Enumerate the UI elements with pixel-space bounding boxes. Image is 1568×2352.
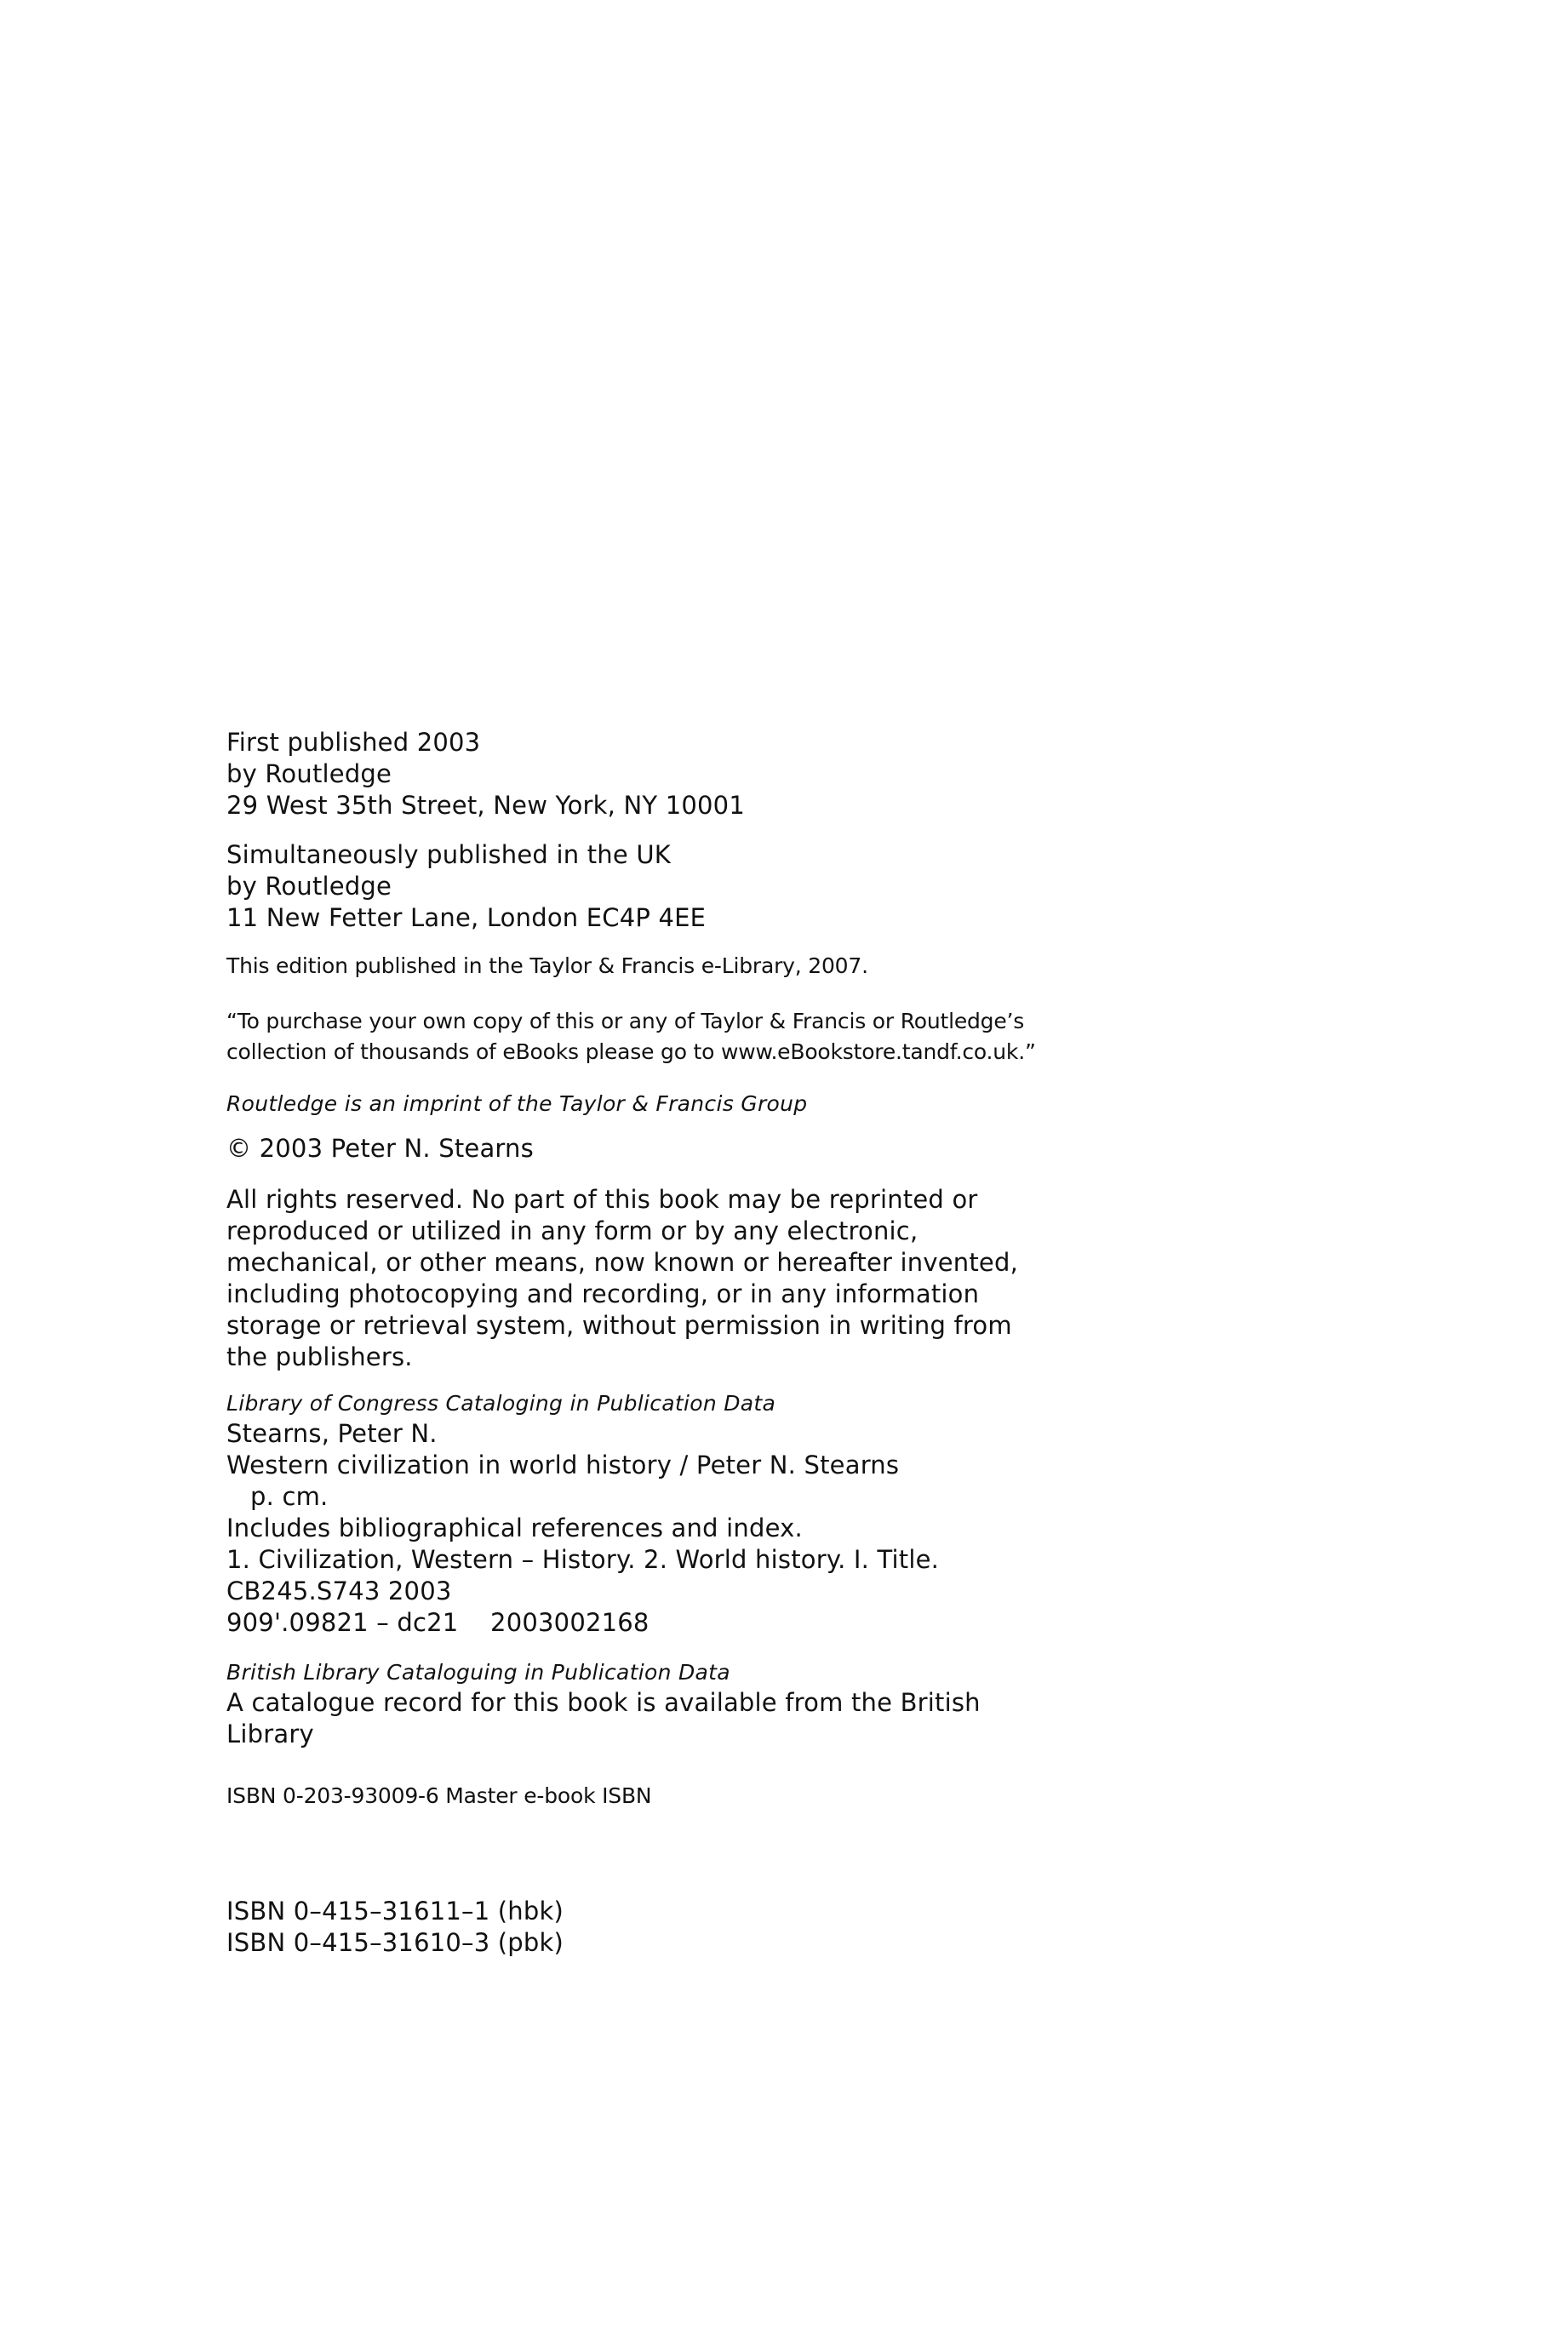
isbn-pbk: ISBN 0–415–31610–3 (pbk) (226, 1928, 564, 1957)
first-published-block (226, 727, 1205, 821)
publisher-line: by Routledge (226, 759, 392, 788)
purchase-note (226, 1006, 1205, 1067)
rights-line: All rights reserved. No part of this book may be reprinted or (226, 1185, 978, 1214)
isbn-block (226, 1896, 1205, 1959)
loc-line: Stearns, Peter N. (226, 1419, 438, 1448)
loc-line: Western civilization in world history / Peter N. Stearns (226, 1451, 900, 1479)
loc-line: Includes bibliographical references and index. (226, 1514, 803, 1542)
loc-line: 1. Civilization, Western – History. 2. World history. I. Title. (226, 1545, 940, 1574)
uk-publication-line: Simultaneously published in the UK (226, 840, 671, 869)
bl-line: A catalogue record for this book is available from the British (226, 1688, 981, 1717)
uk-publication-block (226, 839, 1205, 934)
rights-line: the publishers. (226, 1342, 413, 1371)
edition-note (226, 951, 1205, 981)
imprint-note (226, 1090, 1205, 1119)
loc-cataloging-block (226, 1389, 1205, 1639)
rights-statement (226, 1184, 1205, 1373)
bl-line: Library (226, 1720, 314, 1748)
master-isbn (226, 1781, 1205, 1811)
publisher-address-line: 29 West 35th Street, New York, NY 10001 (226, 791, 745, 820)
loc-line: CB245.S743 2003 (226, 1577, 452, 1605)
imprint-note-text: Routledge is an imprint of the Taylor & Francis Group (226, 1091, 808, 1116)
uk-address-line: 11 New Fetter Lane, London EC4P 4EE (226, 903, 707, 932)
isbn-hbk: ISBN 0–415–31611–1 (hbk) (226, 1897, 564, 1926)
rights-line: storage or retrieval system, without permission in writing from (226, 1311, 1012, 1340)
rights-line: mechanical, or other means, now known or hereafter invented, (226, 1248, 1018, 1277)
purchase-note-line: collection of thousands of eBooks please go to www.eBookstore.tandf.co.uk.” (226, 1039, 1036, 1064)
bl-cataloguing-block (226, 1658, 1205, 1750)
copyright-line (226, 1133, 1205, 1165)
uk-publisher-line: by Routledge (226, 872, 392, 901)
edition-note-text: This edition published in the Taylor & Francis e-Library, 2007. (226, 953, 868, 978)
loc-line: 909'.09821 – dc21 2003002168 (226, 1608, 650, 1637)
loc-line: p. cm. (250, 1482, 329, 1511)
copyright-text: © 2003 Peter N. Stearns (226, 1134, 534, 1163)
master-isbn-text: ISBN 0-203-93009-6 Master e-book ISBN (226, 1783, 652, 1808)
rights-line: including photocopying and recording, or in any information (226, 1279, 980, 1308)
rights-line: reproduced or utilized in any form or by any electronic, (226, 1216, 918, 1245)
first-published-line: First published 2003 (226, 728, 481, 757)
bl-heading: British Library Cataloguing in Publication Data (226, 1660, 730, 1685)
purchase-note-line: “To purchase your own copy of this or any of Taylor & Francis or Routledge’s (226, 1009, 1025, 1033)
loc-heading: Library of Congress Cataloging in Publication Data (226, 1391, 776, 1416)
